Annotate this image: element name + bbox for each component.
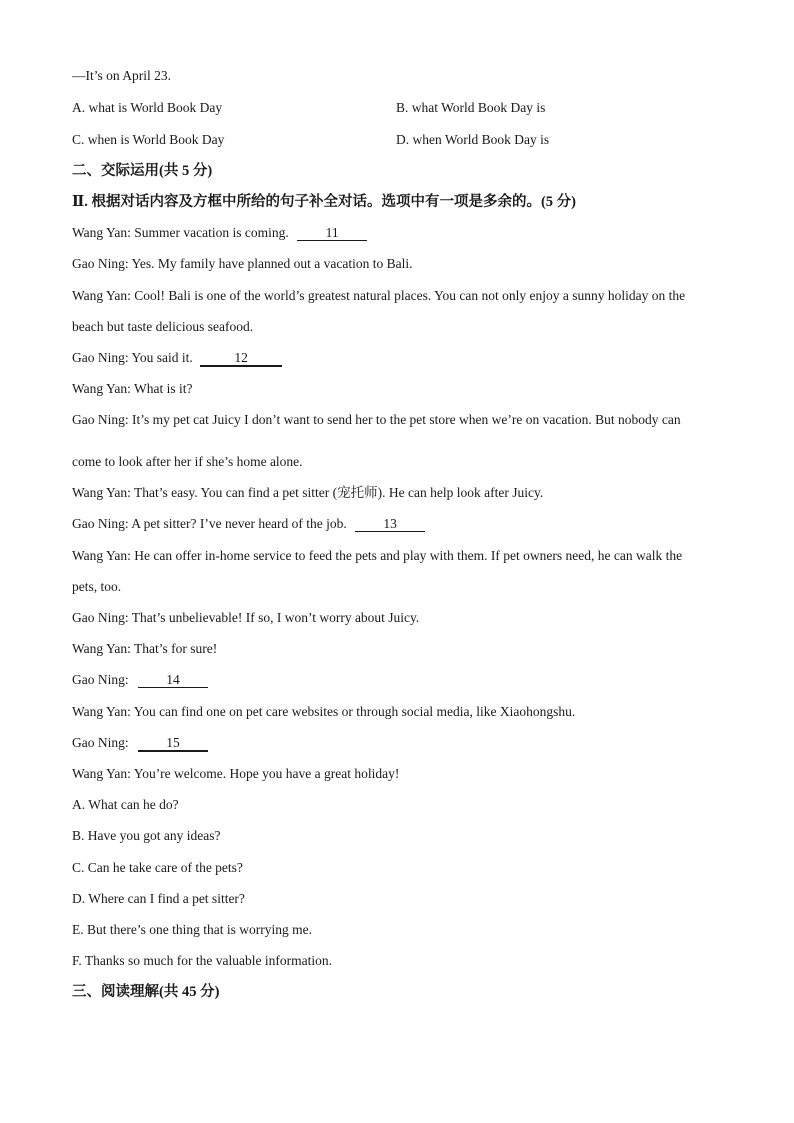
dialogue-text: Wang Yan: Summer vacation is coming. <box>72 225 289 240</box>
blank-13[interactable]: 13 <box>355 516 425 532</box>
q10-option-c: C. when is World Book Day <box>72 132 225 147</box>
dialogue-line-9b: pets, too. <box>72 579 122 594</box>
q10-option-b: B. what World Book Day is <box>396 100 546 115</box>
dialogue-line-2: Gao Ning: Yes. My family have planned out a vacation to Bali. <box>72 256 413 271</box>
dialogue-line-12 <box>72 671 208 689</box>
dialogue-line-11: Wang Yan: That’s for sure! <box>72 641 218 656</box>
choice-e: E. But there’s one thing that is worrying me. <box>72 922 312 937</box>
blank-12[interactable]: 12 <box>200 350 282 367</box>
dialogue-line-9a: Wang Yan: He can offer in-home service to feed the pets and play with them. If pet owners need, he can walk the <box>72 548 683 563</box>
dialogue-line-5: Wang Yan: What is it? <box>72 381 193 396</box>
dialogue-line-1 <box>72 224 367 242</box>
dialogue-line-4 <box>72 349 282 367</box>
dialogue-line-15: Wang Yan: You’re welcome. Hope you have a great holiday! <box>72 766 400 781</box>
dialogue-text: Gao Ning: <box>72 672 129 687</box>
choice-c: C. Can he take care of the pets? <box>72 860 243 875</box>
dialogue-text: Gao Ning: <box>72 735 129 750</box>
dialogue-line-3b: beach but taste delicious seafood. <box>72 319 254 334</box>
blank-14[interactable]: 14 <box>138 672 208 688</box>
choice-f: F. Thanks so much for the valuable information. <box>72 953 332 968</box>
dialogue-text: Gao Ning: You said it. <box>72 350 193 365</box>
dialogue-line-6a: Gao Ning: It’s my pet cat Juicy I don’t want to send her to the pet store when we’re on vacation. But nobody can <box>72 412 681 427</box>
section2-heading: 二、交际运用(共 5 分) <box>72 163 213 179</box>
part2-instruction: Ⅱ. 根据对话内容及方框中所给的句子补全对话。选项中有一项是多余的。(5 分) <box>72 194 576 210</box>
blank-11[interactable]: 11 <box>297 225 367 241</box>
q10-option-a: A. what is World Book Day <box>72 100 223 115</box>
dialogue-line-13: Wang Yan: You can find one on pet care websites or through social media, like Xiaohongshu. <box>72 704 576 719</box>
choice-a: A. What can he do? <box>72 797 179 812</box>
choice-b: B. Have you got any ideas? <box>72 828 221 843</box>
section3-heading: 三、阅读理解(共 45 分) <box>72 984 220 1000</box>
q10-option-d: D. when World Book Day is <box>396 132 550 147</box>
dialogue-line-3a: Wang Yan: Cool! Bali is one of the world’s greatest natural places. You can not only enjoy a sunny holiday on the <box>72 288 686 303</box>
dialogue-text: Gao Ning: A pet sitter? I’ve never heard of the job. <box>72 516 347 531</box>
dialogue-line-10: Gao Ning: That’s unbelievable! If so, I won’t worry about Juicy. <box>72 610 420 625</box>
q10-answer-line: —It’s on April 23. <box>72 68 172 83</box>
dialogue-line-8 <box>72 515 425 533</box>
blank-15[interactable]: 15 <box>138 735 208 752</box>
dialogue-line-14 <box>72 734 208 752</box>
dialogue-line-7: Wang Yan: That’s easy. You can find a pet sitter (宠托师). He can help look after Juicy. <box>72 485 544 500</box>
choice-d: D. Where can I find a pet sitter? <box>72 891 245 906</box>
dialogue-line-6b: come to look after her if she’s home alone. <box>72 454 303 469</box>
